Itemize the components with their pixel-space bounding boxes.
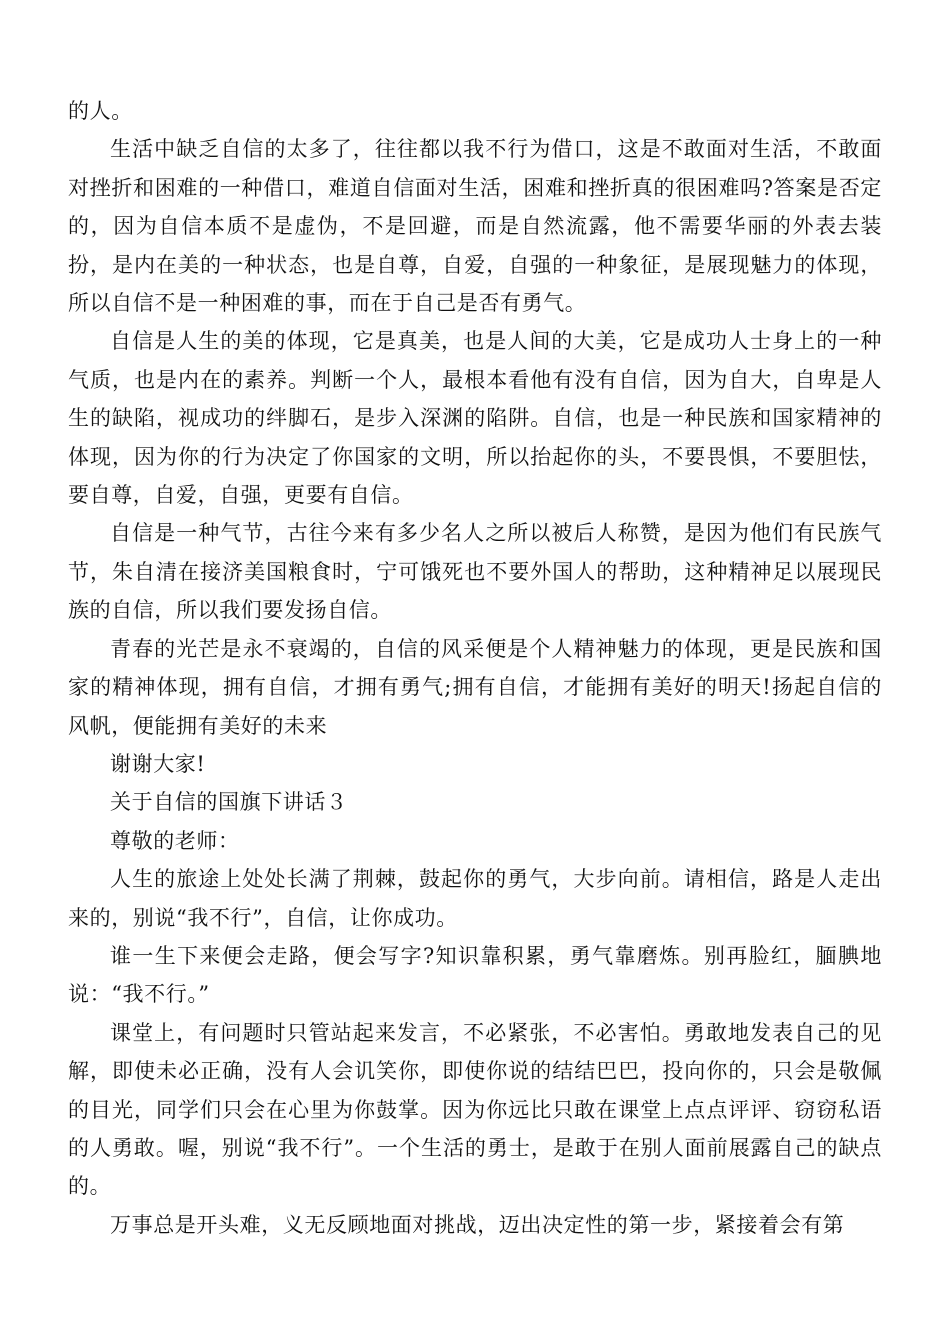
paragraph-9: 人生的旅途上处处长满了荆棘，鼓起你的勇气，大步向前。请相信，路是人走出来的，别说“我不行”，自信，让你成功。 [68, 867, 882, 930]
paragraph-3: 自信是人生的美的体现，它是真美，也是人间的大美，它是成功人士身上的一种气质，也是内在的素养。判断一个人，最根本看他有没有自信，因为自大，自卑是人生的缺陷，视成功的绊脚石，是步入深渊的陷阱。自信，也是一种民族和国家精神的体现，因为你的行为决定了你国家的文明，所以抬起你的头，不要畏惧，不要胆怯，要自尊，自爱，自强，更要有自信。 [68, 329, 882, 508]
paragraph-1: 的人。 [68, 99, 133, 123]
paragraph-12: 万事总是开头难，义无反顾地面对挑战，迈出决定性的第一步，紧接着会有第 [110, 1212, 845, 1237]
paragraph-5: 青春的光芒是永不衰竭的，自信的风采便是个人精神魅力的体现，更是民族和国家的精神体现，拥有自信，才拥有勇气;拥有自信，才能拥有美好的明天!扬起自信的风帆，便能拥有美好的未来 [68, 636, 882, 738]
paragraph-11: 课堂上，有问题时只管站起来发言，不必紧张，不必害怕。勇敢地发表自己的见解，即使未必正确，没有人会讥笑你，即使你说的结结巴巴，投向你的，只会是敬佩的目光，同学们只会在心里为你鼓掌。因为你远比只敢在课堂上点点评评、窃窃私语的人勇敢。喔，别说“我不行”。一个生活的勇士，是敢于在别人面前展露自己的缺点的。 [68, 1020, 882, 1199]
paragraph-10: 谁一生下来便会走路，便会写字?知识靠积累，勇气靠磨炼。别再脸红，腼腆地说：“我不行。” [68, 943, 882, 1007]
paragraph-2: 生活中缺乏自信的太多了，往往都以我不行为借口，这是不敢面对生活，不敢面对挫折和困难的一种借口，难道自信面对生活，困难和挫折真的很困难吗?答案是否定的，因为自信本质不是虚伪，不是回避，而是自然流露，他不需要华丽的外表去装扮，是内在美的一种状态，也是自尊，自爱，自强的一种象征，是展现魅力的体现，所以自信不是一种困难的事，而在于自己是否有勇气。 [68, 137, 882, 316]
section-title: 关于自信的国旗下讲话３ [110, 790, 348, 815]
document-page [68, 92, 882, 1244]
paragraph-4: 自信是一种气节，古往今来有多少名人之所以被后人称赞，是因为他们有民族气节，朱自清在接济美国粮食时，宁可饿死也不要外国人的帮助，这种精神足以展现民族的自信，所以我们要发扬自信。 [68, 521, 882, 623]
salutation: 尊敬的老师： [110, 828, 240, 853]
closing-thanks: 谢谢大家! [110, 751, 206, 776]
